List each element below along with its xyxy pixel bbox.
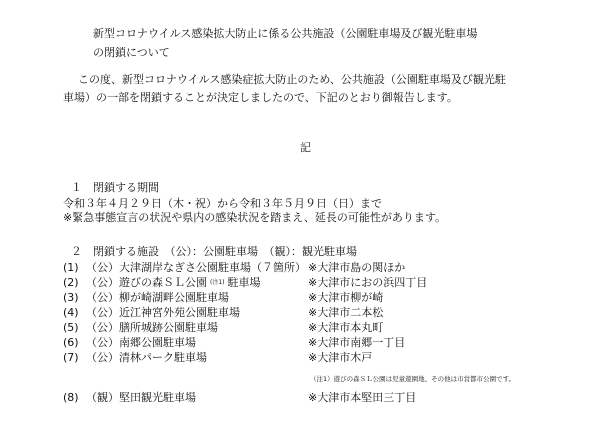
- facility-row: [63, 351, 583, 366]
- facility-number: (8): [63, 391, 79, 404]
- footnote-text: （注1）遊びの森ＳＬ公園は児童遊園地、その他は市営都市公園です。: [310, 375, 516, 383]
- footnote-marker: (注1): [210, 279, 225, 286]
- facility-number: (6): [63, 336, 79, 349]
- facility-row: [63, 276, 583, 291]
- facility-number: (7): [63, 351, 79, 364]
- facility-location: ※大津市二本松: [308, 306, 384, 319]
- closure-period-heading: １ 閉鎖する期間: [71, 181, 159, 194]
- facility-location: ※大津市におの浜四丁目: [308, 276, 428, 289]
- facility-name: （公）柳が崎湖畔公園駐車場: [86, 291, 229, 304]
- closed-facilities-heading: ２ 閉鎖する施設 （公）：公園駐車場 （観）：観光駐車場: [71, 245, 357, 258]
- facility-location: ※大津市南郷一丁目: [308, 336, 406, 349]
- facility-name: [86, 276, 261, 290]
- facility-number: (5): [63, 321, 79, 334]
- closure-period-text: 令和３年４月２９日（木・祝）から令和３年５月９日（日）まで: [63, 197, 382, 210]
- facility-row: [63, 321, 583, 336]
- facility-number: (4): [63, 306, 79, 319]
- facility-row: [63, 306, 583, 321]
- facility-name-part: （公）遊びの森ＳＬ公園: [86, 276, 207, 289]
- facility-location: ※大津市柳が崎: [308, 291, 384, 304]
- facility-name: （公）大津湖岸なぎさ公園駐車場（７箇所）: [86, 261, 306, 274]
- facility-row: [63, 291, 583, 306]
- facility-location: ※大津市木戸: [308, 351, 373, 364]
- facility-name: （公）膳所城跡公園駐車場: [86, 321, 218, 334]
- facility-location: ※大津市本丸町: [308, 321, 384, 334]
- document-title-line-2: の閉鎖について: [93, 46, 170, 59]
- facility-name: （公）南郷公園駐車場: [86, 336, 196, 349]
- facility-name: （観）堅田観光駐車場: [86, 391, 196, 404]
- facility-number: (2): [63, 276, 79, 289]
- facility-row: [63, 391, 583, 406]
- intro-paragraph-line-2: 車場）の一部を閉鎖することが決定しましたので、下記のとおり御報告します。: [63, 91, 458, 104]
- facility-row: [63, 336, 583, 351]
- facility-location: ※大津市島の関ほか: [308, 261, 406, 274]
- facility-number: (1): [63, 261, 79, 274]
- closure-extension-note: ※緊急事態宣言の状況や県内の感染状況を踏まえ、延長の可能性があります。: [63, 211, 446, 224]
- facility-number: (3): [63, 291, 79, 304]
- intro-paragraph-line-1: この度、新型コロナウイルス感染症拡大防止のため、公共施設（公園駐車場及び観光駐: [78, 73, 506, 86]
- facility-name: （公）清林パーク駐車場: [86, 351, 207, 364]
- facility-list: [63, 261, 583, 366]
- facility-name: （公）近江神宮外苑公園駐車場: [86, 306, 240, 319]
- document-title-line-1: 新型コロナウイルス感染拡大防止に係る公共施設（公園駐車場及び観光駐車場: [93, 27, 478, 40]
- facility-row: [63, 261, 583, 276]
- facility-name-part: 駐車場: [227, 276, 261, 289]
- ki-heading: 記: [300, 141, 311, 154]
- facility-location: ※大津市本堅田三丁目: [308, 391, 417, 404]
